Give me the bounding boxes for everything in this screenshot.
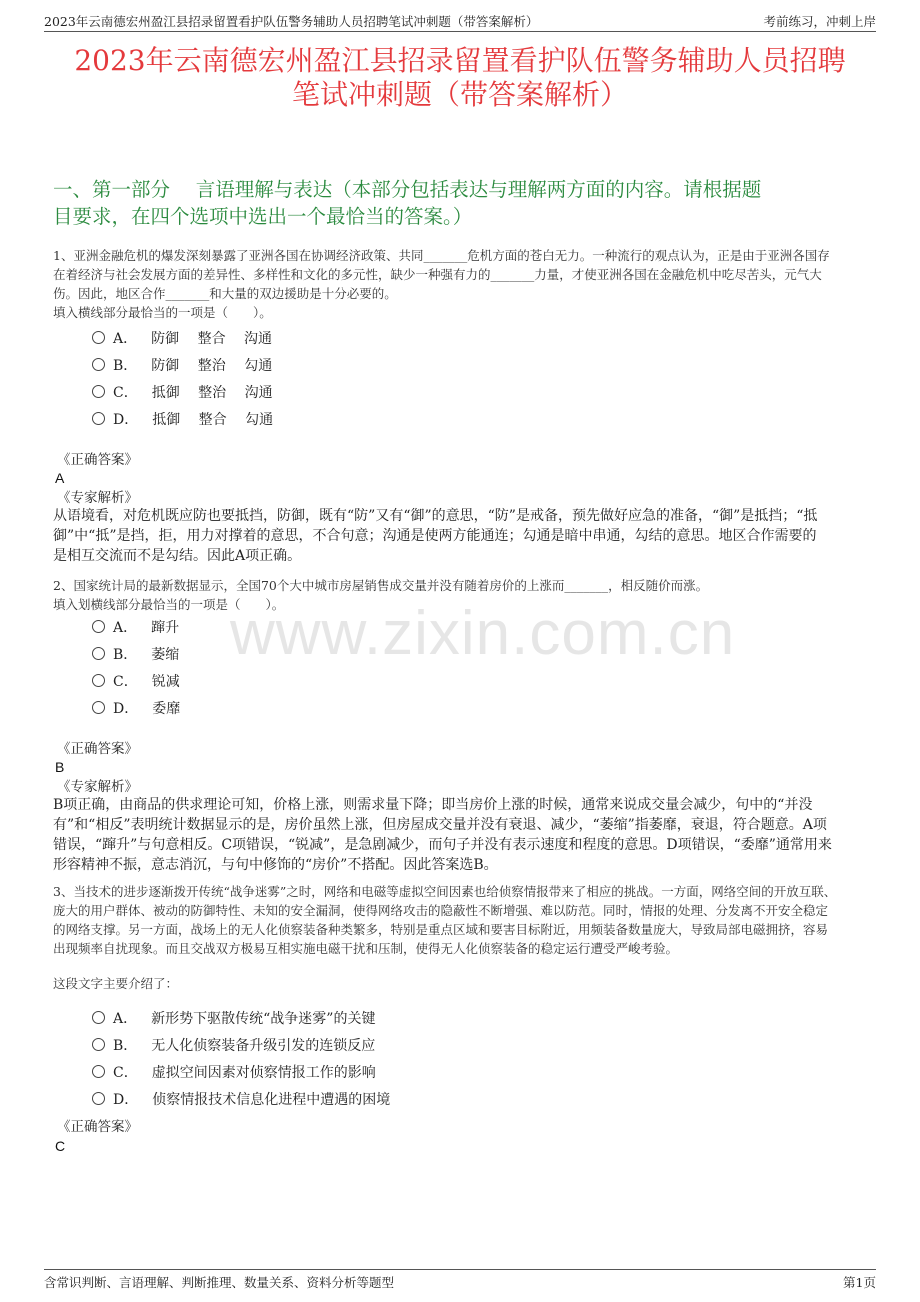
option-text: 防御 整合 沟通 <box>151 330 273 347</box>
option-text: 锐减 <box>151 673 180 690</box>
section-heading-line-2: 目要求，在四个选项中选出一个最恰当的答案。） <box>53 205 473 228</box>
option-a[interactable] <box>92 1004 390 1031</box>
option-text: 抵御 整治 沟通 <box>151 384 273 401</box>
question-1-options <box>92 324 273 432</box>
question-line: 填入横线部分最恰当的一项是（ ）。 <box>53 305 272 320</box>
option-c[interactable] <box>92 1058 390 1085</box>
analysis-line: B项正确，由商品的供求理论可知，价格上涨，则需求量下降；即当房价上涨的时候，通常来说成交量会减少，句中的“并没 <box>53 797 813 813</box>
correct-answer-label: 《正确答案》 <box>57 452 138 468</box>
header-doc-name: 2023年云南德宏州盈江县招录留置看护队伍警务辅助人员招聘笔试冲刺题（带答案解析） <box>44 14 539 29</box>
page-header <box>44 10 876 32</box>
question-2-text <box>53 576 868 614</box>
option-letter: D． <box>113 411 139 428</box>
option-b[interactable] <box>92 640 180 667</box>
analysis-line: 从语境看，对危机既应防也要抵挡，防御，既有“防”又有“御”的意思，“防”是戒备，预先做好应急的准备，“御”是抵挡；“抵 <box>53 508 818 524</box>
question-line: 出现频率自扰现象。而且交战双方极易互相实施电磁干扰和压制，使得无人化侦察装备的稳定运行遭受严峻考验。 <box>53 941 679 956</box>
document-title <box>40 44 880 112</box>
radio-button-icon[interactable] <box>92 331 105 344</box>
analysis-line: 错误，“蹿升”与句意相反。C项错误，“锐减”，是急剧减少，而句子并没有表示速度和程度的意思。D项错误，“委靡”通常用来 <box>53 837 832 853</box>
option-b[interactable] <box>92 1031 390 1058</box>
option-text: 虚拟空间因素对侦察情报工作的影响 <box>151 1064 376 1081</box>
radio-button-icon[interactable] <box>92 701 105 714</box>
question-line: 1、亚洲金融危机的爆发深刻暴露了亚洲各国在协调经济政策、共同_______危机方面的苍白无力。一种流行的观点认为，正是由于亚洲各国存 <box>53 248 830 263</box>
option-letter: D． <box>113 1091 139 1108</box>
option-letter: B． <box>113 646 138 663</box>
option-letter: C． <box>113 384 138 401</box>
correct-answer-value: B <box>55 759 65 775</box>
radio-button-icon[interactable] <box>92 674 105 687</box>
option-text: 无人化侦察装备升级引发的连锁反应 <box>151 1037 376 1054</box>
question-2-analysis <box>53 795 870 875</box>
footer-note: 含常识判断、言语理解、判断推理、数量关系、资料分析等题型 <box>44 1275 395 1290</box>
option-b[interactable] <box>92 351 273 378</box>
question-3-options <box>92 1004 390 1112</box>
page-footer <box>44 1269 876 1293</box>
option-letter: B． <box>113 1037 138 1054</box>
section-heading <box>53 176 870 230</box>
correct-answer-value: C <box>55 1138 66 1154</box>
radio-button-icon[interactable] <box>92 647 105 660</box>
correct-answer-label: 《正确答案》 <box>57 1119 138 1135</box>
radio-button-icon[interactable] <box>92 1092 105 1105</box>
option-text: 萎缩 <box>151 646 180 663</box>
option-letter: D． <box>113 700 139 717</box>
title-line-1: 2023年云南德宏州盈江县招录留置看护队伍警务辅助人员招聘 <box>74 44 846 77</box>
option-c[interactable] <box>92 378 273 405</box>
analysis-line: 形容精神不振，意志消沉，与句中修饰的“房价”不搭配。因此答案选B。 <box>53 857 498 873</box>
radio-button-icon[interactable] <box>92 1011 105 1024</box>
question-2-options <box>92 613 180 721</box>
question-line: 伤。因此，地区合作_______和大量的双边援助是十分必要的。 <box>53 286 397 301</box>
analysis-line: 御”中“抵”是挡，拒，用力对撑着的意思，不合句意；沟通是使两方能通连；勾通是暗中串通，勾结的意思。地区合作需要的 <box>53 528 817 544</box>
question-line: 的网络支撑。另一方面，战场上的无人化侦察装备种类繁多，特别是重点区域和要害目标附近，用频装备数量庞大，导致局部电磁拥挤，容易 <box>53 922 829 937</box>
radio-button-icon[interactable] <box>92 385 105 398</box>
option-letter: A． <box>113 1010 138 1027</box>
option-c[interactable] <box>92 667 180 694</box>
expert-analysis-label: 《专家解析》 <box>57 779 138 795</box>
option-a[interactable] <box>92 324 273 351</box>
analysis-line: 是相互交流而不是勾结。因此A项正确。 <box>53 548 302 564</box>
question-line: 填入划横线部分最恰当的一项是（ ）。 <box>53 597 285 612</box>
option-text: 委靡 <box>152 700 181 717</box>
question-line: 庞大的用户群体、被动的防御特性、未知的安全漏洞，使得网络攻击的隐蔽性不断增强、难以防范。同时，情报的处理、分发离不开安全稳定 <box>53 903 829 918</box>
option-d[interactable] <box>92 694 180 721</box>
correct-answer-value: A <box>55 470 65 486</box>
option-text: 抵御 整合 勾通 <box>152 411 274 428</box>
question-line: 3、当技术的进步逐渐拨开传统“战争迷雾”之时，网络和电磁等虚拟空间因素也给侦察情报带来了相应的挑战。一方面，网络空间的开放互联、 <box>53 884 837 899</box>
section-heading-line-1: 一、第一部分 言语理解与表达（本部分包括表达与理解两方面的内容。请根据题 <box>53 178 762 201</box>
question-line: 2、国家统计局的最新数据显示，全国70个大中城市房屋销售成交量并没有随着房价的上涨而_______，相反随价而涨。 <box>53 578 709 593</box>
correct-answer-label: 《正确答案》 <box>57 741 138 757</box>
header-slogan: 考前练习，冲刺上岸 <box>763 14 876 29</box>
page-number: 第1页 <box>843 1275 876 1290</box>
question-3-prompt: 这段文字主要介绍了： <box>53 976 179 991</box>
watermark: www.zixin.com.cn <box>230 599 736 668</box>
title-line-2: 笔试冲刺题（带答案解析） <box>291 78 628 111</box>
option-text: 新形势下驱散传统“战争迷雾”的关键 <box>151 1010 376 1027</box>
expert-analysis-label: 《专家解析》 <box>57 490 138 506</box>
option-text: 防御 整治 勾通 <box>151 357 273 374</box>
question-1-analysis <box>53 506 870 566</box>
radio-button-icon[interactable] <box>92 412 105 425</box>
option-text: 侦察情报技术信息化进程中遭遇的困境 <box>152 1091 391 1108</box>
question-3-text <box>53 882 868 958</box>
option-letter: A． <box>113 330 138 347</box>
option-letter: A． <box>113 619 138 636</box>
radio-button-icon[interactable] <box>92 1038 105 1051</box>
question-1-text <box>53 246 868 322</box>
radio-button-icon[interactable] <box>92 358 105 371</box>
option-d[interactable] <box>92 1085 390 1112</box>
radio-button-icon[interactable] <box>92 620 105 633</box>
option-letter: C． <box>113 673 138 690</box>
option-letter: C． <box>113 1064 138 1081</box>
radio-button-icon[interactable] <box>92 1065 105 1078</box>
option-letter: B． <box>113 357 138 374</box>
option-a[interactable] <box>92 613 180 640</box>
analysis-line: 有”和“相反”表明统计数据显示的是，房价虽然上涨，但房屋成交量并没有衰退、减少，“萎缩”指萎靡，衰退，符合题意。A项 <box>53 817 827 833</box>
option-d[interactable] <box>92 405 273 432</box>
question-line: 在着经济与社会发展方面的差异性、多样性和文化的多元性，缺少一种强有力的_______力量，才使亚洲各国在金融危机中吃尽苦头，元气大 <box>53 267 822 282</box>
option-text: 蹿升 <box>151 619 180 636</box>
